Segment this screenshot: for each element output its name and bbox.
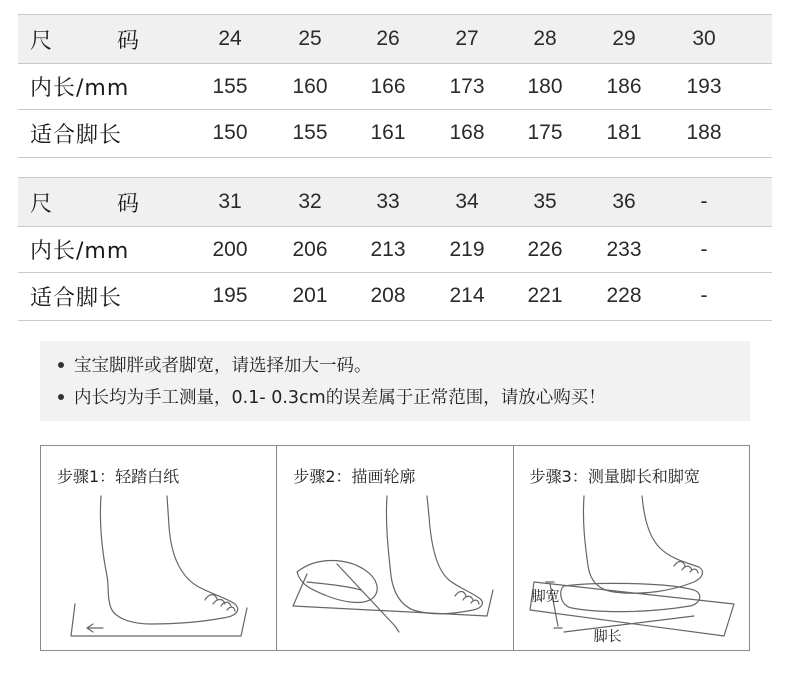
note-item xyxy=(58,352,372,377)
size-header-row xyxy=(18,15,772,63)
row-label: 适合脚长 xyxy=(30,122,123,148)
size-value: 28 xyxy=(533,27,557,50)
table-cell: 193 xyxy=(686,74,722,98)
step-3 xyxy=(514,446,749,650)
step-title: 步骤2：描画轮廓 xyxy=(293,467,416,486)
size-value: 34 xyxy=(455,190,479,213)
table-cell: 206 xyxy=(292,237,328,261)
size-value: 27 xyxy=(455,27,479,50)
step-1 xyxy=(41,446,277,650)
measure-foot-illustration xyxy=(514,486,750,650)
step-2 xyxy=(277,446,513,650)
foot-length-row xyxy=(18,273,772,319)
size-value: 36 xyxy=(612,190,636,213)
foot-length-label: 脚长 xyxy=(593,629,622,645)
size-value: 32 xyxy=(298,190,322,213)
size-value: 24 xyxy=(218,27,242,50)
bullet-icon xyxy=(58,362,64,368)
table-cell: 166 xyxy=(370,74,406,98)
row-label: 内长/mm xyxy=(30,76,130,101)
foot-width-label: 脚宽 xyxy=(531,589,560,605)
notes-box xyxy=(40,341,750,421)
table-cell: - xyxy=(700,284,708,307)
table-cell: 186 xyxy=(606,74,642,98)
size-value: 33 xyxy=(376,190,400,213)
size-value: - xyxy=(700,190,708,213)
size-label: 尺 码 xyxy=(30,191,140,217)
step-title: 步骤1：轻踏白纸 xyxy=(57,467,180,486)
table-cell: 161 xyxy=(370,121,406,144)
size-value: 25 xyxy=(298,27,322,50)
size-value: 30 xyxy=(692,27,716,50)
table-cell: 188 xyxy=(686,121,722,144)
table-cell: 200 xyxy=(212,237,248,261)
size-value: 29 xyxy=(612,27,636,50)
table-cell: 195 xyxy=(212,284,248,307)
table-cell: 160 xyxy=(292,74,328,98)
size-value: 35 xyxy=(533,190,557,213)
row-label: 内长/mm xyxy=(30,239,130,264)
divider xyxy=(18,157,772,158)
table-cell: 213 xyxy=(370,237,406,261)
table-cell: 201 xyxy=(292,284,328,307)
foot-length-row xyxy=(18,110,772,156)
table-cell: 150 xyxy=(212,121,248,144)
inner-length-row xyxy=(18,64,772,109)
table-cell: 228 xyxy=(606,284,642,307)
table-cell: 181 xyxy=(606,121,642,144)
divider xyxy=(18,320,772,321)
table-cell: 168 xyxy=(449,121,485,144)
size-value: 31 xyxy=(218,190,242,213)
table-cell: 155 xyxy=(292,121,328,144)
step-title: 步骤3：测量脚长和脚宽 xyxy=(529,467,700,486)
note-text: 内长均为手工测量，0.1- 0.3cm的误差属于正常范围，请放心购买！ xyxy=(74,388,606,408)
table-cell: - xyxy=(700,237,708,261)
note-item xyxy=(58,384,606,409)
table-cell: 175 xyxy=(527,121,563,144)
table-cell: 173 xyxy=(449,74,485,98)
table-cell: 233 xyxy=(606,237,642,261)
size-label: 尺 码 xyxy=(30,28,140,54)
foot-on-paper-illustration xyxy=(41,486,277,650)
measurement-steps xyxy=(40,445,750,651)
table-cell: 155 xyxy=(212,74,248,98)
table-cell: 221 xyxy=(527,284,563,307)
table-cell: 208 xyxy=(370,284,406,307)
note-text: 宝宝脚胖或者脚宽，请选择加大一码。 xyxy=(74,356,372,376)
table-cell: 219 xyxy=(449,237,485,261)
table-cell: 180 xyxy=(527,74,563,98)
table-cell: 226 xyxy=(527,237,563,261)
inner-length-row xyxy=(18,227,772,272)
size-header-row xyxy=(18,178,772,226)
size-value: 26 xyxy=(376,27,400,50)
row-label: 适合脚长 xyxy=(30,285,123,311)
bullet-icon xyxy=(58,394,64,400)
trace-outline-illustration xyxy=(277,486,513,650)
table-cell: 214 xyxy=(449,284,485,307)
